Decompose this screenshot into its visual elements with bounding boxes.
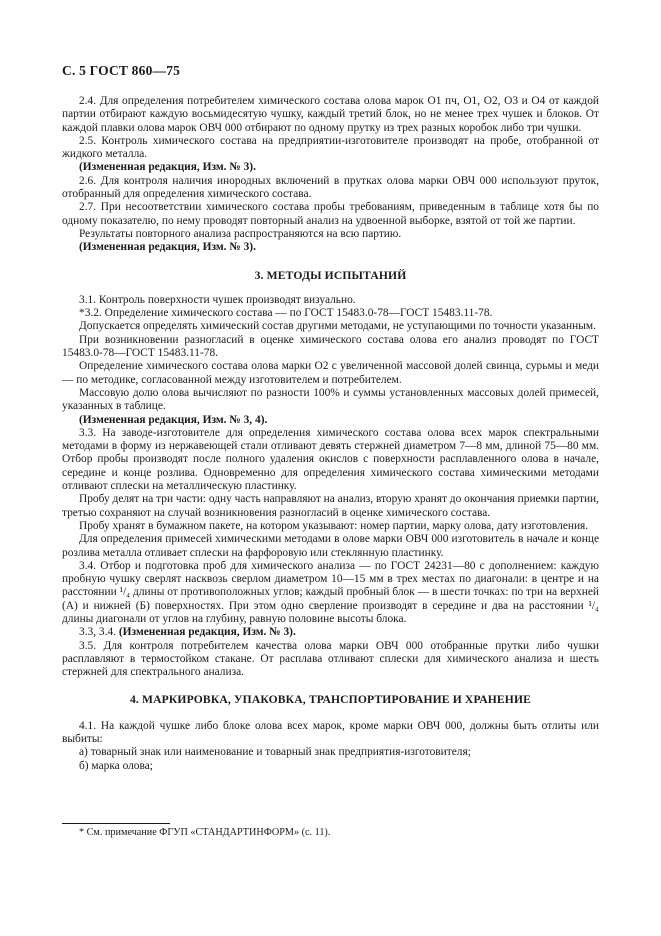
paragraph: *3.2. Определение химического состава — по ГОСТ 15483.0-78—ГОСТ 15483.11-78. [79, 307, 493, 320]
clause-ref: 3.3, 3.4. [79, 626, 119, 639]
paragraph: (Измененная редакция, Изм. № 3, 4). [79, 413, 268, 426]
paragraph: б) марка олова; [79, 759, 153, 772]
footnote-divider [62, 823, 170, 824]
paragraph: (Измененная редакция, Изм. № 3). [79, 161, 256, 174]
amendment-note: (Измененная редакция, Изм. № 3). [118, 626, 296, 639]
document-body [62, 95, 599, 773]
paragraph: Массовую долю олова вычисляют по разности 100% и суммы установленных массовых долей примесей, указанных в таблице. [62, 386, 599, 413]
page-header: С. 5 ГОСТ 860—75 [62, 63, 181, 78]
paragraph: Пробу делят на три части: одну часть направляют на анализ, вторую хранят до окончания приемки партии, третью сохраняют на случай возникновения разногласий в оценке химического состава. [62, 493, 599, 519]
paragraph: Для определения примесей химическими методами в олове марки ОВЧ 000 изготовитель в начале и конце розлива металла отливает сплески на фарфоровую или стеклянную пластинку. [62, 533, 599, 559]
paragraph: 4.1. На каждой чушке либо блоке олова всех марок, кроме марки ОВЧ 000, должны быть отлиты или выбиты: [62, 719, 599, 746]
section-4-body [62, 720, 599, 773]
paragraph: 2.6. Для контроля наличия инородных включений в прутках олова марки ОВЧ 000 используют пруток, отобранный для определения химического состава. [62, 174, 599, 201]
section-3-body [62, 294, 599, 680]
paragraph: Определение химического состава олова марки О2 с увеличенной массовой долей свинца, сурьмы и меди — по методике, согласованной между изготовителем и потребителем. [62, 360, 599, 386]
paragraph: Пробу хранят в бумажном пакете, на котором указывают: номер партии, марку олова, дату изготовления. [79, 519, 589, 532]
paragraph: 2.5. Контроль химического состава на предприятии-изготовителе производят на пробе, отобранной от жидкого металла. [62, 134, 599, 161]
paragraph: Результаты повторного анализа распространяются на всю партию. [79, 227, 402, 240]
section-3-title: 3. МЕТОДЫ ИСПЫТАНИЙ [254, 268, 407, 282]
section-4-title: 4. МАРКИРОВКА, УПАКОВКА, ТРАНСПОРТИРОВАНИЕ И ХРАНЕНИЕ [129, 693, 531, 707]
paragraph: 2.7. При несоответствии химического состава пробы требованиям, приведенным в таблице хотя бы по одному показателю, по нему проводят повторный анализ на удвоенной выборке, взятой от той же партии. [62, 201, 599, 227]
paragraph: 3.5. Для контроля потребителем качества олова марки ОВЧ 000 отобранные прутки либо чушки расплавляют в термостойком стакане. От расплава отливают сплески для химического анализа и шесть стержней для спектрального анализа. [62, 639, 599, 679]
paragraph: 3.3. На заводе-изготовителе для определения химического состава олова всех марок спектральными методами в форму из нержавеющей стали отливают девять стержней диаметром 7—8 мм, длиной 75—80 мм. Отбор пробы производят после полного удаления окислов с поверхности расплавленного олова в начале, середине и конце розлива. Одновременно для определения химического состава химическими методами отливают сплески на металлическую пластинку. [62, 426, 599, 493]
footnote: * См. примечание ФГУП «СТАНДАРТИНФОРМ» (с. 11). [79, 827, 331, 838]
paragraph [62, 626, 599, 639]
paragraph: (Измененная редакция, Изм. № 3). [79, 241, 256, 254]
paragraph: 3.4. Отбор и подготовка проб для химического анализа — по ГОСТ 24231—80 с дополнением: каждую пробную чушку сверлят насквозь сверлом диаметром 10—15 мм в трех местах по диагонали: в центре и на расстоянии ¹/₄ длины от противоположных углов; каждый пробный блок — в шести точках: по три на верхней (А) и нижней (Б) поверхностях. При этом одно сверление производят в середине и два на расстоянии ¹/₄ длины диагонали от углов на глубину, равную половине высоты блока. [62, 559, 599, 625]
paragraph: 2.4. Для определения потребителем химического состава олова марок О1 пч, О1, О2, О3 и О4 от каждой партии отбирают каждую восьмидесятую чушку, каждый третий блок, но не менее трех чушек и блоков. От каждой плавки олова марок ОВЧ 000 отбирают по одному прутку из трех разных коробок либо три чушки. [62, 95, 599, 134]
section-2-continuation [62, 95, 599, 255]
paragraph: При возникновении разногласий в оценке химического состава олова его анализ проводят по ГОСТ 15483.0-78—ГОСТ 15483.11-78. [62, 333, 599, 360]
paragraph: Допускается определять химический состав другими методами, не уступающими по точности указанным. [79, 320, 596, 333]
paragraph: 3.1. Контроль поверхности чушек производят визуально. [79, 293, 356, 306]
paragraph: а) товарный знак или наименование и товарный знак предприятия-изготовителя; [79, 746, 471, 759]
